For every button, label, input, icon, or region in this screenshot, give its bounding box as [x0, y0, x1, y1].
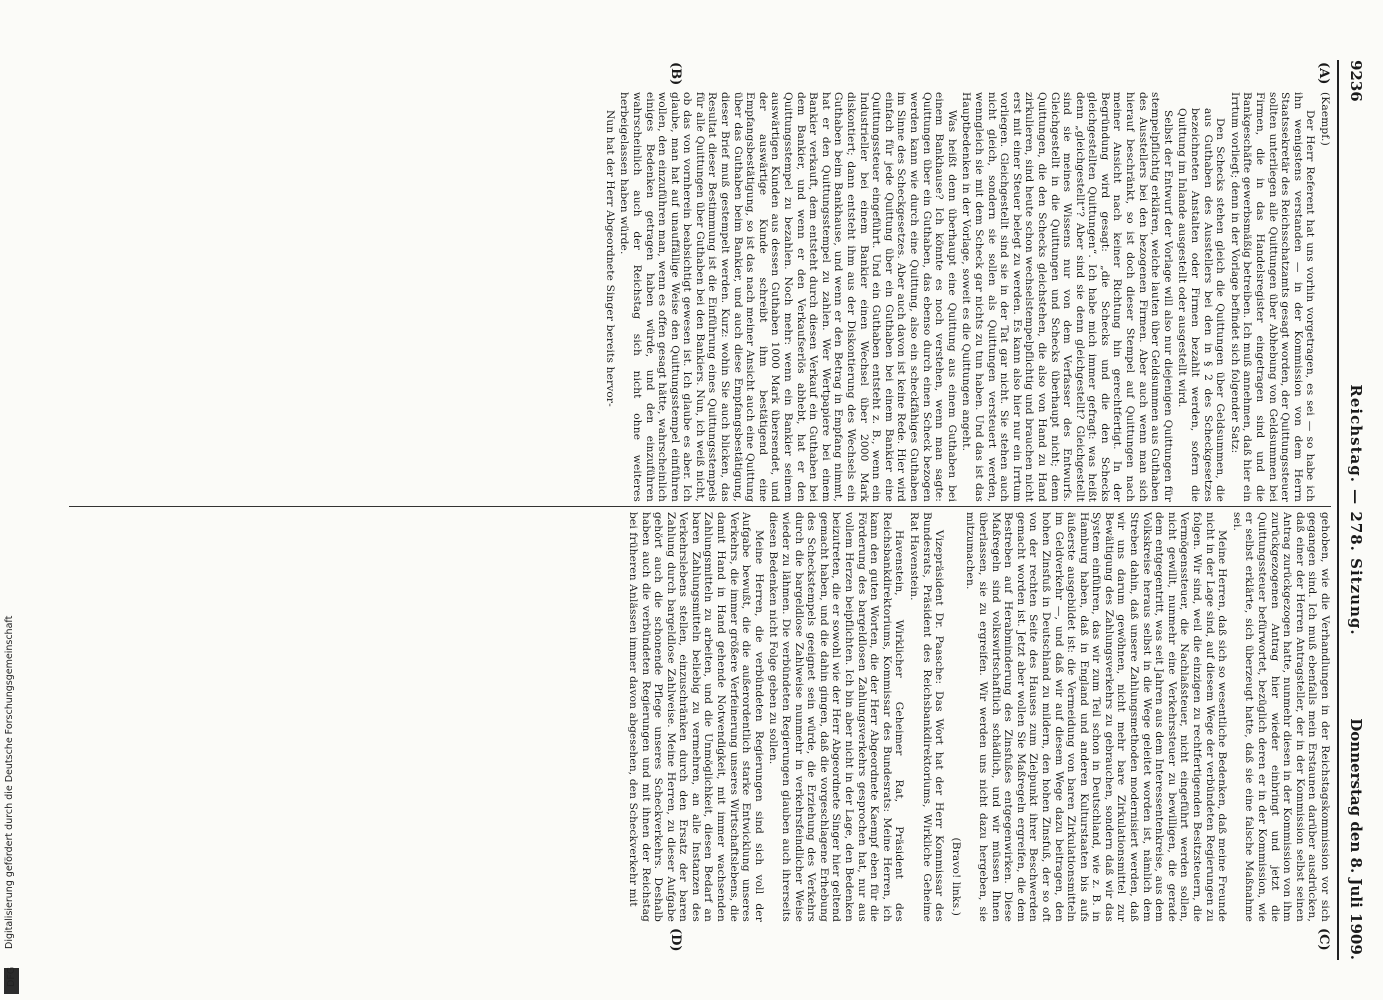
session-date: Donnerstag den 8. Juli 1909.	[1347, 718, 1365, 960]
interjection: (Bravo! links.)	[949, 837, 962, 916]
dfg-logo: DFG	[4, 968, 19, 994]
paragraph: Nun hat der Herr Abgeordnete Singer bereits hervor-	[603, 110, 616, 407]
paragraph: Vizepräsident Dr. Paasche: Das Wort hat der Herr Kommissar des Bundesrats, Präsident des Reichsbankdirektoriums, Wirkliche Geheime Rat Havenstein.	[908, 512, 946, 922]
page-title: Reichstag. — 278. Sitzung.	[1347, 384, 1365, 636]
column-divider	[69, 506, 1331, 507]
speaker-tag: (Kaempf.)	[1319, 92, 1331, 146]
paragraph: Was heißt denn überhaupt eine Quittung aus einem Guthaben bei einem Bankhause? Ich könnte es noch verstehen, wenn man sagte: Quittungen über ein Guthaben, das ebenso durch einen Scheck bezogen werden kann wie durch eine Quittung, also ein scheckfähiges Guthaben im Sinne des Scheckgesetzes. Aber auch davon ist keine Rede. Hier wird einfach für jede Quittung über ein Guthaben bei einem Bankier eine Quittungssteuer eingeführt. Und ein Guthaben entsteht z. B., wenn ein Industrieller bei einem Bankier einen Wechsel über 2000 Mark diskontiert; dann entsteht ihm aus der Diskontierung des Wechsels ein Guthaben beim Bankhause, und wenn er den Betrag in Empfang nimmt, hat er den Quittungsstempel zu zahlen. Wer Wertpapiere bei einem Bankier verkauft, dem entsteht durch diesen Verkauf ein Guthaben bei dem Bankier, und wenn er den Verkaufserlös abhebt, hat er den Quittungsstempel zu bezahlen. Noch mehr: wenn ein Bankier seinem auswärtigen Kunden aus dessen Guthaben 1000 Mark übersendet, und der auswärtige Kunde schreibt ihm bestätigend eine Empfangsbestätigung, so ist das nach meiner Ansicht auch eine Quittung über das Guthaben beim Bankier, und auch diese Empfangsbestätigung, dieser Brief muß gestempelt werden. Kurz: wohin Sie auch blicken, das Resultat dieser Bestimmung ist die Einführung eines Quittungsstempels für alle Quittungen über Guthaben bei den Bankiers. Nun, ich weiß nicht, ob das von vornherein beabsichtigt gewesen ist. Ich glaube es aber. Ich glaube, man hat auf unauffällige Weise den Quittungsstempel einführen wollen, den einzuführen man, wenn es offen gesagt hätte, wahrscheinlich einiges Bedenken getragen haben würde, und den einzuführen wahrscheinlich auch der Reichstag sich nicht ohne weiteres herbeigelassen haben würde.	[618, 92, 958, 502]
left-column	[71, 92, 1331, 502]
page-header	[1343, 60, 1365, 960]
quoted-clause: Den Schecks stehen gleich die Quittungen über Geldsummen, die aus Guthaben des Ausstellers bei den in § 2 des Scheckgesetzes bezeichneten Anstalten oder Firmen bezahlt werden, sofern die Quittung im Inlande ausgestellt oder ausgestellt wird.	[1176, 108, 1227, 502]
digitization-credit	[0, 0, 22, 1000]
margin-marker-c: (C)	[1316, 928, 1331, 951]
header-rule	[1337, 60, 1339, 960]
margin-marker-a: (A)	[1316, 62, 1331, 85]
paragraph: Selbst der Entwurf der Vorlage will also nur diejenigen Quittungen für stempelpflichtig erklären, welche lauten über Geldsummen aus Guthaben des Ausstellers bei den bezogenen Firmen. Aber auch wenn man sich hierauf beschränkt, so ist doch dieser Stempel auf Quittungen nach meiner Ansicht nach keiner Richtung hin gerechtfertigt. In der Begründung wird gesagt: „die Schecks und die den Schecks gleichgestellten Quittungen“. Ich habe mich immer gefragt: was heißt denn „gleichgestellt“? Aber sind sie denn gleichgestellt? Gleichgestellt sind sie meines Wissens nur von dem Verfasser des Entwurfs. Gleichgestellt in die Quittungen und Schecks überhaupt nicht; denn Quittungen, die den Schecks gleichstehen, die also von Hand zu Hand zirkulieren, sind heute schon wechselstempelpflichtig und brauchen nicht erst mit einer Steuer belegt zu werden. Es kann also hier nur ein Irrtum vorliegen. Gleichgestellt sind sie in der Tat gar nicht. Sie stehen auch nicht gleich, sondern sie sollen als Quittungen versteuert werden, wenngleich sie mit dem Scheck gar nichts zu tun haben. Und das ist das Hauptbedenken in der Vorlage, soweit es die Quittungen angeht.	[960, 92, 1174, 502]
paragraph: Meine Herren, daß sich so wesentliche Bedenken, daß meine Freunde nicht in der Lage sind, auf diesem Wege der verbündeten Regierungen zu folgen. Wir sind, weil die einzigen zu rechtfertigenden Besitzsteuern, die Vermögenssteuer, die Nachlaßsteuer, nicht eingeführt werden sollen, nicht gewillt, nunmehr eine Verkehrssteuer zu bewilligen, die gerade dem entgegentritt, was seit Jahren aus dem Interessentenkreise, aus dem Volkskreise heraus selbst in die Wege geleitet worden ist, nämlich dem Streben dahin, daß unsere Zahlungsmethoden modernisiert werden, daß wir uns darum gewöhnen, nicht mehr bare Zirkulationsmittel zur Bewältigung des Zahlungsverkehrs zu gebrauchen, sondern daß wir das System einführen, das wir zum Teil schon in Deutschland, wie z. B. in Hamburg haben, daß in England und anderen Kulturstaaten bis aufs äußerste ausgebildet ist: die Vermeidung von baren Zirkulationsmitteln im Geldverkehr —, und daß wir auf diesem Wege dazu beitragen, den hohen Zinsfuß in Deutschland zu mildern, den hohen Zinsfuß, der so oft von der rechten Seite des Hauses zum Zielpunkt ihrer Beschwerden gemacht worden ist. Jetzt aber wollen Sie Maßregeln ergreifen, die dem Bestreben auf Herabminderung des Zinsfußes entgegenwirken. Diese Maßregeln sind volkswirtschaftlich schädlich, und wir müssen Ihnen überlassen, sie zu ergreifen. Wir werden uns nicht dazu hergeben, sie mitzumachen.	[964, 512, 1229, 922]
right-column	[71, 512, 1331, 922]
margin-marker-b: (B)	[668, 62, 683, 86]
digitization-note: Digitalisierung gefördert durch die Deutsche Forschungsgemeinschaft	[4, 615, 15, 949]
paragraph: Meine Herren, die verbündeten Regierungen sind sich voll der Aufgabe bewußt, die die außerordentlich starke Entwicklung unseres Verkehrs, die immer größere Verfeinerung unseres Wirtschaftslebens, die damit Hand in Hand gehende Notwendigkeit, mit immer wachsenden Zahlungsmitteln zu arbeiten, und die Unmöglichkeit, diesen Bedarf an baren Zahlungsmitteln beliebig zu vermehren, an alle Instanzen des Verkehrslebens stellen, einzuschränken durch den Ersatz der baren Zahlung durch bargeldlose Zahlweise. Meine Herren, zu dieser Aufgabe gehört auch die schonende Pflege unseres Scheckverkehrs. Deshalb haben auch die verbündeten Regierungen und mit ihnen der Reichstag bei früheren Anlässen immer davon abgesehen, den Scheckverkehr mit	[626, 512, 765, 922]
paragraph: Der Herr Referent hat uns vorhin vorgetragen, es sei — so habe ich ihn wenigstens verstanden — in der Kommission von dem Herrn Staatssekretär des Reichsschatzamts gesagt worden, der Quittungssteuer sollten unterliegen alle Quittungen über Abhebung von Geldsummen bei Firmen, die in das Handelsregister eingetragen sind und die Bankgeschäfte gewerbsmäßig betreiben. Ich muß annehmen, daß hier ein Irrtum vorliegt; denn in der Vorlage befindet sich folgender Satz:	[1228, 92, 1317, 502]
margin-marker-d: (D)	[668, 928, 683, 952]
paragraph: Havenstein, Wirklicher Geheimer Rat, Präsident des Reichsbankdirektoriums, Kommissar des Bundesrats: Meine Herren, ich kann den guten Worten, die der Herr Abgeordnete Kaempf eben für die Förderung des bargeldlosen Zahlungsverkehrs gesprochen hat, nur aus vollem Herzen beipflichten. Ich bin aber nicht in der Lage, den Bedenken beizutreten, die er sowohl wie der Herr Abgeordnete Singer hier geltend gemacht haben, und die dahin gingen, daß die vorgeschlagene Erhebung des Scheckstempels geeignet sein würde, die Erziehung des Verkehrs durch die bargeldlose Zahlweise nunmehr in verkehrsfeindlicher Weise wieder zu lähmen. Die verbündeten Regierungen glauben auch ihrerseits diesen Bedenken nicht Folge geben zu sollen.	[767, 512, 906, 922]
paragraph: gehoben, wie die Verhandlungen in der Reichstagskommission vor sich gegangen sind. Ich muß ebenfalls mein Erstaunen darüber ausdrücken, daß einer der Herren Antragsteller, der in der Kommission selbst seinen Antrag zurückgezogen hatte, nunmehr diesen in der Kommission von ihm zurückgezogenen Antrag hier wieder einbringt und jetzt die Quittungssteuer befürwortet, bezüglich deren er in der Kommission, wie er selbst erklärte, sich überzeugt hatte, daß sie eine falsche Maßnahme sei.	[1230, 512, 1331, 922]
page-number: 9236	[1347, 60, 1365, 102]
